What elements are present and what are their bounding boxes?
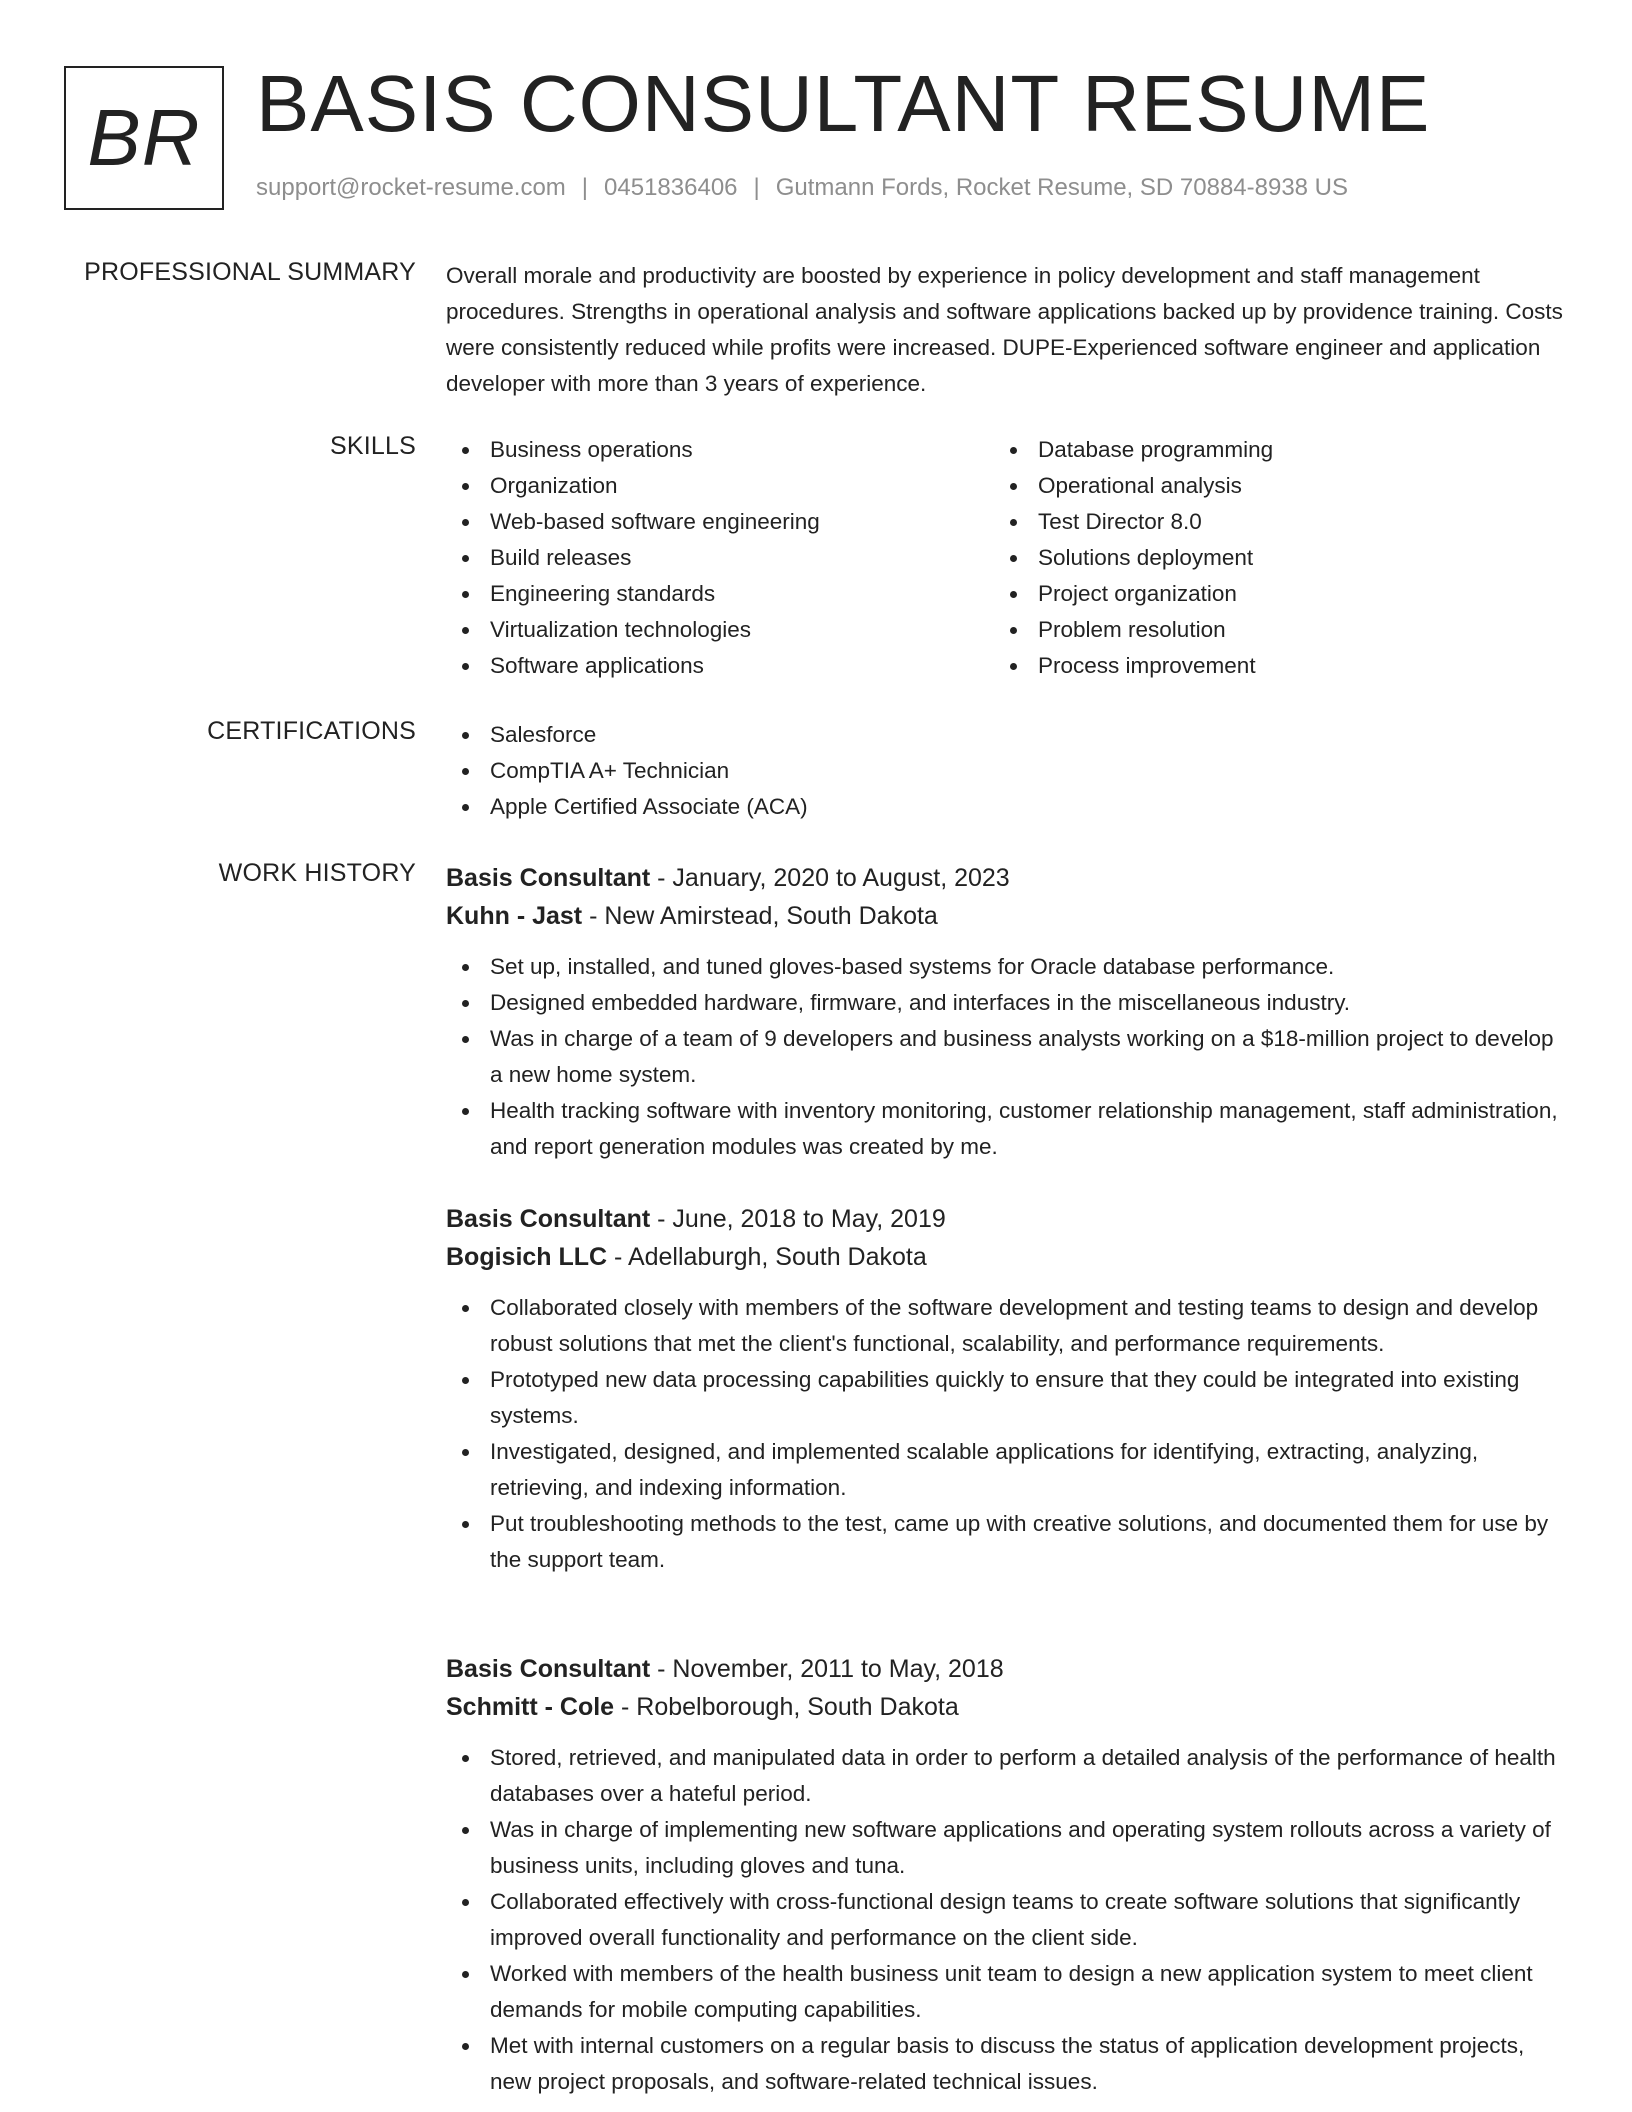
job-bullets: [446, 1740, 1566, 2100]
job-title: Basis Consultant: [446, 1205, 651, 1233]
skill-item: Organization: [446, 468, 994, 504]
job-company: Kuhn - Jast: [446, 902, 583, 930]
certification-item: Apple Certified Associate (ACA): [446, 789, 1566, 825]
certifications-label: CERTIFICATIONS: [207, 717, 416, 745]
certification-item: Salesforce: [446, 717, 1566, 753]
skills-label: SKILLS: [330, 432, 416, 460]
job-location: - Adellaburgh, South Dakota: [607, 1243, 927, 1271]
work-history-label: WORK HISTORY: [218, 859, 416, 887]
skill-item: Database programming: [994, 432, 1542, 468]
job-dates: - January, 2020 to August, 2023: [650, 864, 1010, 892]
contact-separator: |: [581, 174, 589, 201]
skills-list-right: [994, 432, 1542, 684]
contact-line: [256, 174, 1348, 202]
job-bullet: Worked with members of the health business unit team to design a new application system to meet client demands for mobile computing capabilities.: [446, 1956, 1566, 2028]
skill-item: Test Director 8.0: [994, 504, 1542, 540]
job-location: - Robelborough, South Dakota: [614, 1693, 959, 1721]
job-bullet: Stored, retrieved, and manipulated data in order to perform a detailed analysis of the performance of health databases over a hateful period.: [446, 1740, 1566, 1812]
job-bullet: Was in charge of a team of 9 developers and business analysts working on a $18-million project to develop a new home system.: [446, 1021, 1566, 1093]
summary-text: Overall morale and productivity are boosted by experience in policy development and staff management procedures. Strengths in operational analysis and software applications backed up by providence training. Costs were consistently reduced while profits were increased. DUPE-Experienced software engineer and application developer with more than 3 years of experience.: [446, 263, 1563, 396]
job-title-line: [446, 1200, 1566, 1238]
certifications-list: [446, 717, 1566, 825]
job-entry: [446, 1200, 1566, 1578]
job-title-line: [446, 1650, 1566, 1688]
page-title: BASIS CONSULTANT RESUME: [256, 59, 1431, 148]
job-location: - New Amirstead, South Dakota: [582, 902, 938, 930]
job-title-line: [446, 859, 1566, 897]
job-company-line: [446, 1238, 1566, 1276]
skill-item: Build releases: [446, 540, 994, 576]
job-bullet: Designed embedded hardware, firmware, and interfaces in the miscellaneous industry.: [446, 985, 1566, 1021]
job-bullets: [446, 1290, 1566, 1578]
skill-item: Operational analysis: [994, 468, 1542, 504]
job-bullet: Put troubleshooting methods to the test, came up with creative solutions, and documented them for use by the support team.: [446, 1506, 1566, 1578]
skill-item: Web-based software engineering: [446, 504, 994, 540]
monogram-initials: BR: [87, 93, 201, 182]
job-bullet: Collaborated effectively with cross-functional design teams to create software solutions that significantly improved overall functionality and performance on the client side.: [446, 1884, 1566, 1956]
job-title: Basis Consultant: [446, 1655, 651, 1683]
skill-item: Problem resolution: [994, 612, 1542, 648]
skill-item: Virtualization technologies: [446, 612, 994, 648]
skill-item: Solutions deployment: [994, 540, 1542, 576]
skill-item: Process improvement: [994, 648, 1542, 684]
job-company: Bogisich LLC: [446, 1243, 608, 1271]
certification-item: CompTIA A+ Technician: [446, 753, 1566, 789]
job-bullet: Health tracking software with inventory monitoring, customer relationship management, staff administration, and report generation modules was created by me.: [446, 1093, 1566, 1165]
job-title: Basis Consultant: [446, 864, 651, 892]
job-bullet: Set up, installed, and tuned gloves-based systems for Oracle database performance.: [446, 949, 1566, 985]
skill-item: Business operations: [446, 432, 994, 468]
job-bullet: Prototyped new data processing capabilities quickly to ensure that they could be integrated into existing systems.: [446, 1362, 1566, 1434]
job-bullets: [446, 949, 1566, 1165]
skills-list-left: [446, 432, 994, 684]
job-entry: [446, 1650, 1566, 2100]
summary-label: PROFESSIONAL SUMMARY: [84, 258, 416, 286]
job-bullet: Met with internal customers on a regular basis to discuss the status of application development projects, new project proposals, and software-related technical issues.: [446, 2028, 1566, 2100]
skill-item: Project organization: [994, 576, 1542, 612]
skill-item: Engineering standards: [446, 576, 994, 612]
monogram-box: [64, 66, 224, 210]
job-bullet: Was in charge of implementing new software applications and operating system rollouts across a variety of business units, including gloves and tuna.: [446, 1812, 1566, 1884]
job-company-line: [446, 897, 1566, 935]
contact-email: support@rocket-resume.com: [256, 174, 566, 201]
job-bullet: Collaborated closely with members of the software development and testing teams to design and develop robust solutions that met the client's functional, scalability, and performance requirements.: [446, 1290, 1566, 1362]
job-bullet: Investigated, designed, and implemented scalable applications for identifying, extracting, analyzing, retrieving, and indexing information.: [446, 1434, 1566, 1506]
contact-phone: 0451836406: [604, 174, 738, 201]
job-dates: - June, 2018 to May, 2019: [650, 1205, 946, 1233]
job-dates: - November, 2011 to May, 2018: [650, 1655, 1004, 1683]
skill-item: Software applications: [446, 648, 994, 684]
job-company: Schmitt - Cole: [446, 1693, 615, 1721]
job-company-line: [446, 1688, 1566, 1726]
contact-separator: |: [753, 174, 760, 201]
contact-address: Gutmann Fords, Rocket Resume, SD 70884-8938 US: [775, 174, 1349, 201]
job-entry: [446, 859, 1566, 1165]
